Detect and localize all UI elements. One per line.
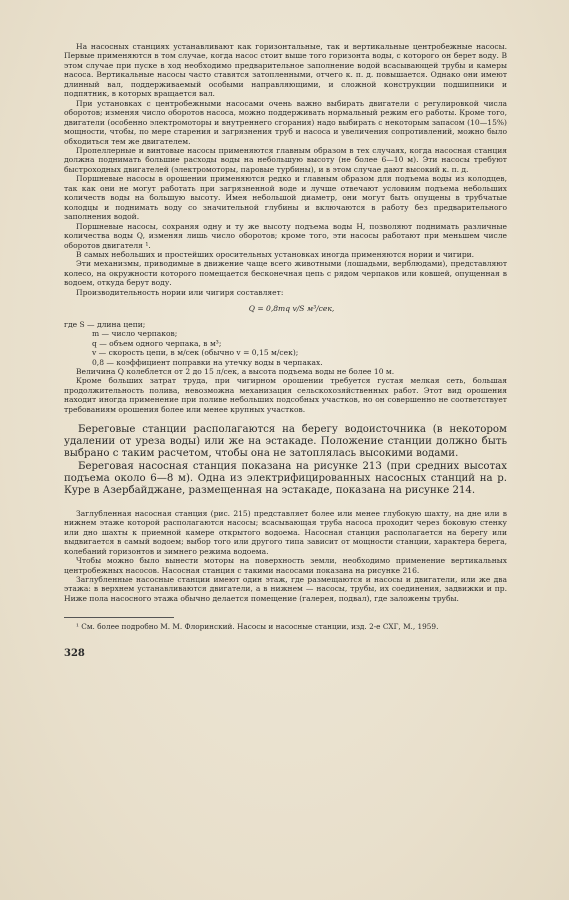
text-block-pumps [64,42,507,414]
text-block-deep-stations [64,509,507,604]
definition-item: q — объем одного черпака, в м³; [92,338,222,348]
paragraph: Пропеллерные и винтовые насосы применяются главным образом в тех случаях, когда насосная станция должна поднимать большие расходы воды на небольшую высоту (не более 6—10 м). Эти насосы требуют быстроходных двигателей (электромоторы, паровые турбины), и в этом случае дают высокий к. п. д. [64,145,507,174]
paragraph: На насосных станциях устанавливают как горизонтальные, так и вертикальные центробежные насосы. Первые применяются в том случае, когда насос стоит выше того горизонта воды, с которого он берет воду. В этом случае при пуске в ход необходимо предварительное заполнение водой всасывающей трубы и камеры насоса. Вертикальные насосы часто ставятся затопленными, отчего к. п. д. повышается. Однако они имеют длинный вал, поддерживаемый особыми направляющими, и сложной конструкции подшипники и подпятник, в которых вращается вал. [64,42,507,99]
paragraph: Заглубленная насосная станция (рис. 215) представляет более или менее глубокую шахту, на дне или в нижнем этаже которой располагаются насосы; всасывающая труба насоса проходит через боковую стенку или дно шахты к приемной камере открытого водоема. Насосная станция располагается на берегу или выдвигается в самый водоем; выбор того или другого типа зависит от мощности станции, характера берега, колебаний горизонтов и зимнего режима водоема. [64,508,507,556]
paragraph: Заглубленные насосные станции имеют один этаж, где размещаются и насосы и двигатели, или же два этажа: в верхнем устанавливаются двигатели, а в нижнем — насосы, трубы, их соединения, задвижки и пр. Ниже пола насосного этажа обычно делается помещение (галерея, подвал), где заложены трубы. [64,574,507,603]
paragraph: При установках с центробежными насосами очень важно выбирать двигатели с регулировкой числа оборотов; изменяя число оборотов насоса, можно поддерживать нормальный режим его работы. Кроме того, двигатели (особенно электромоторы и внутреннего сгорания) надо выбирать с некоторым запасом (10—15%) мощности, чтобы, по мере старения и загрязнения труб и насоса и увеличения сопротивлений, можно было обходиться тем же двигателем. [64,98,507,146]
paragraph: Кроме больших затрат труда, при чигирном орошении требуется густая мелкая сеть, большая продолжительность полива, невозможна механизация сельскохозяйственных работ. Этот вид орошения находит иногда применение при поливе небольших подсобных участков, но он совершенно не соответствует требованиям орошения более или менее крупных участков. [64,376,507,414]
definition-item: m — число черпаков; [92,329,178,339]
footnote-divider [64,617,174,618]
paragraph: Величина Q колеблется от 2 до 15 л/сек, а высота подъема воды не более 10 м. [76,366,395,376]
paragraph: Береговые станции располагаются на берегу водоисточника (в некотором удалении от уреза воды) или же на эстакаде. Положение станции должно быть выбрано с таким расчетом, чтобы она не затоплялась высокими водами. [64,424,507,460]
paragraph: Поршневые насосы, сохраняя одну и ту же высоту подъема воды H, позволяют поднимать различные количества воды Q, изменяя лишь число оборотов; кроме того, эти насосы работают при меньшем числе оборотов двигателя ¹. [64,221,507,250]
definition-item: 0,8 — коэффициент поправки на утечку воды в черпаках. [92,357,323,367]
page-number: 328 [64,647,85,659]
formula: Q = 0,8mq v/S м³/сек, [248,304,335,314]
text-block-shore-stations [64,424,507,497]
paragraph: Производительность нории или чигиря составляет: [76,287,284,297]
formula-definitions [64,329,507,367]
paragraph: Береговая насосная станция показана на рисунке 213 (при средних высотах подъема около 6—8 м). Одна из электрифицированных насосных станций на р. Куре в Азербайджане, размещенная на эстакаде, показана на рисунке 214. [64,460,507,496]
formula-where: где S — длина цепи; [64,319,146,329]
definition-item: v — скорость цепи, в м/сек (обычно v = 0,15 м/сек); [92,348,299,358]
paragraph: Чтобы можно было вынести моторы на поверхность земли, необходимо применение вертикальных центробежных насосов. Насосная станция с такими насосами показана на рисунке 216. [64,556,507,575]
paragraph: Поршневые насосы в орошении применяются редко и главным образом для подъема воды из колодцев, так как они не могут работать при загрязненной воде и лучше отвечают условиям подъема небольших количеств воды на большую высоту. Имея небольшой диаметр, они могут быть опущены в трубчатые колодцы и поднимать воду со значительной глубины и включаются в работу без предварительного заполнения водой. [64,174,507,222]
paragraph: В самых небольших и простейших оросительных установках иногда применяются нории и чигири. [76,249,475,259]
footnote: ¹ См. более подробно М. М. Флоринский. Насосы и насосные станции, изд. 2-е СХГ, М., 1959. [76,622,439,632]
paragraph: Эти механизмы, приводимые в движение чаще всего животными (лошадьми, верблюдами), представляют колесо, на окружности которого помещается бесконечная цепь с рядом черпаков или ковшей, опущенная в водоем, откуда берут воду. [64,259,507,288]
